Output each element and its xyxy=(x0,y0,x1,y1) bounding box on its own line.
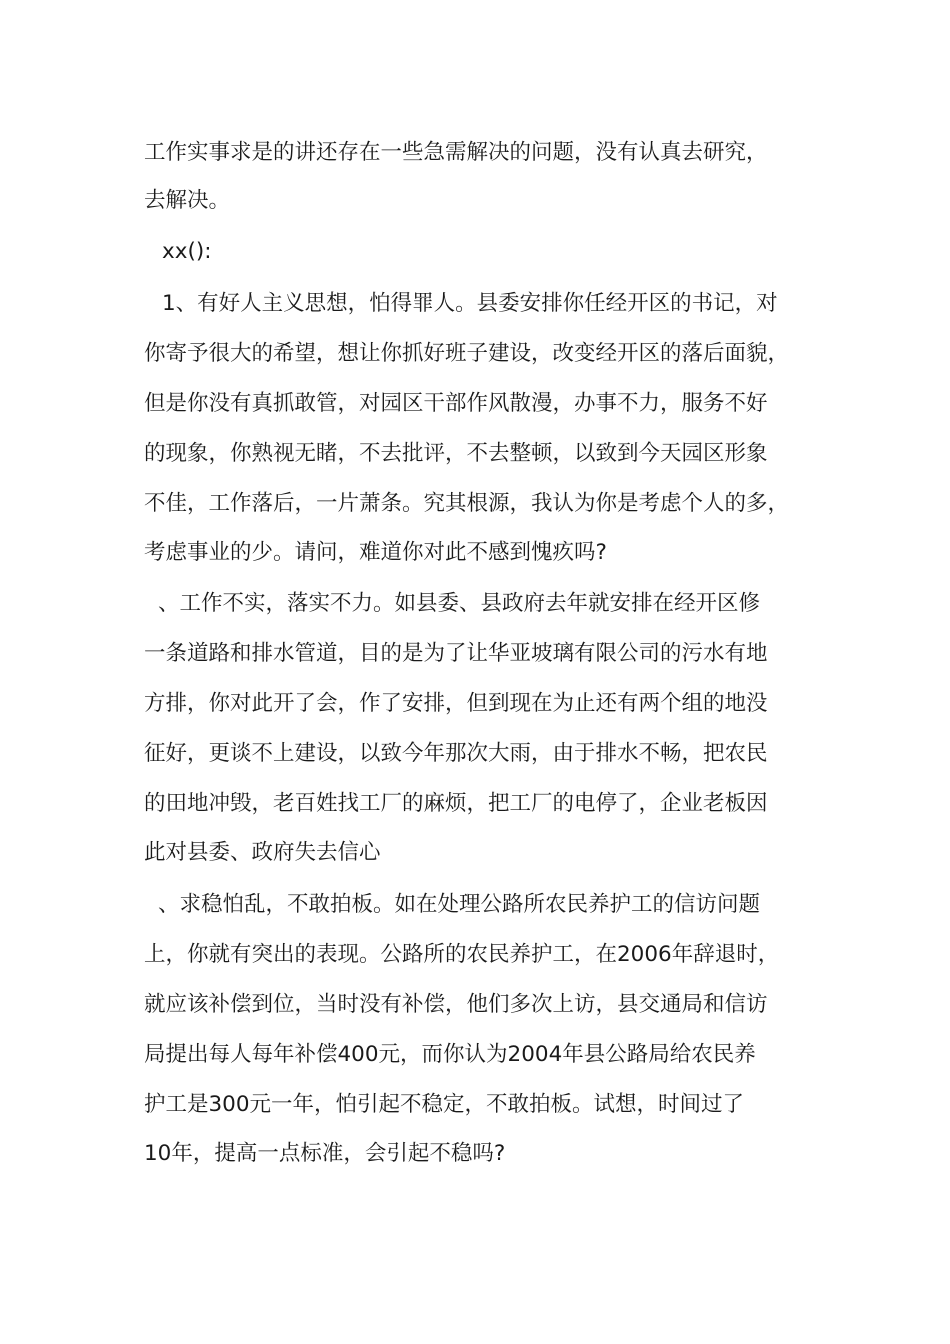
text-line: 你寄予很大的希望，想让你抓好班子建设，改变经开区的落后面貌， xyxy=(144,341,790,366)
text-line: 10年，提高一点标准，会引起不稳吗? xyxy=(144,1141,506,1166)
text-line: 征好，更谈不上建设，以致今年那次大雨，由于排水不畅，把农民 xyxy=(144,741,768,766)
text-line: 的现象，你熟视无睹，不去批评，不去整顿，以致到今天园区形象 xyxy=(144,441,768,466)
paragraph-2-start: 、工作不实，落实不力。如县委、县政府去年就安排在经开区修 xyxy=(158,591,761,616)
text-line: 的田地冲毁，老百姓找工厂的麻烦，把工厂的电停了，企业老板因 xyxy=(144,791,768,816)
text-line: 考虑事业的少。请问，难道你对此不感到愧疚吗? xyxy=(144,540,607,565)
text-line: 去解决。 xyxy=(144,188,231,213)
text-line: 一条道路和排水管道，目的是为了让华亚坡璃有限公司的污水有地 xyxy=(144,641,768,666)
paragraph-1-start: 1、有好人主义思想，怕得罪人。县委安排你任经开区的书记，对 xyxy=(162,291,778,316)
text-line: 就应该补偿到位，当时没有补偿，他们多次上访，县交通局和信访 xyxy=(144,992,768,1017)
paragraph-3-start: 、求稳怕乱，不敢拍板。如在处理公路所农民养护工的信访问题 xyxy=(158,892,761,917)
text-line: 但是你没有真抓敢管，对园区干部作风散漫，办事不力，服务不好 xyxy=(144,391,768,416)
section-label: xx(): xyxy=(162,239,212,264)
text-line: 此对县委、政府失去信心 xyxy=(144,840,381,865)
text-line: 方排，你对此开了会，作了安排，但到现在为止还有两个组的地没 xyxy=(144,691,768,716)
text-line: 上，你就有突出的表现。公路所的农民养护工，在2006年辞退时， xyxy=(144,942,780,967)
text-line: 不佳，工作落后，一片萧条。究其根源，我认为你是考虑个人的多， xyxy=(144,491,790,516)
text-line: 护工是300元一年，怕引起不稳定，不敢拍板。试想，时间过了 xyxy=(144,1092,745,1117)
text-line: 工作实事求是的讲还存在一些急需解决的问题，没有认真去研究， xyxy=(144,140,768,165)
text-line: 局提出每人每年补偿400元，而你认为2004年县公路局给农民养 xyxy=(144,1042,756,1067)
